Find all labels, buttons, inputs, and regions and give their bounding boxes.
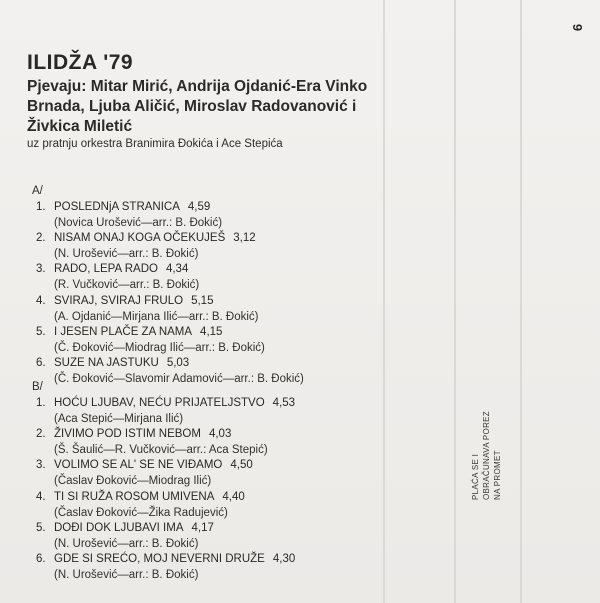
track-credits: (N. Urošević—arr.: B. Đokić): [54, 569, 199, 581]
track-credits: (Š. Šaulić—R. Vučković—arr.: Aca Stepić): [54, 444, 268, 457]
track-item: [36, 521, 381, 552]
track-credits: (N. Urošević—arr.: B. Đokić): [54, 537, 199, 550]
track-item: [36, 490, 381, 521]
track-item: [36, 458, 381, 489]
tax-note-line: NA PROMET: [493, 450, 502, 500]
track-item: [36, 200, 381, 231]
track-item: [36, 552, 381, 583]
tax-note: [470, 380, 503, 500]
track-duration: 4,03: [208, 428, 232, 441]
track-duration: 3,12: [233, 232, 256, 245]
track-duration: 4,34: [165, 263, 189, 276]
orchestra-credit: uz pratnju orkestra Branimira Đokića i Ace Stepića: [27, 138, 283, 150]
track-title-line: [36, 356, 381, 371]
album-title: ILIDŽA '79: [27, 51, 134, 74]
track-credits: (A. Ojdanić—Mirjana Ilić—arr.: B. Đokić): [54, 310, 259, 323]
track-title-line: [36, 552, 381, 567]
track-item: [36, 231, 381, 262]
track-title: SUZE NA JASTUKU: [54, 357, 159, 369]
track-number: 2.: [36, 232, 46, 245]
track-number: 2.: [36, 428, 46, 441]
track-number: 5.: [36, 521, 46, 534]
track-title: GDE SI SREĆO, MOJ NEVERNI DRUŽE: [54, 553, 265, 565]
track-title-line: [36, 521, 381, 536]
track-title-line: [36, 294, 381, 309]
track-credits: (Časlav Đoković—Žika Radujević): [54, 506, 228, 519]
track-item: [36, 356, 381, 387]
track-title-line: [36, 427, 381, 442]
track-duration: 4,40: [222, 490, 245, 503]
track-credits: (Č. Đoković—Slavomir Adamović—arr.: B. Đokić): [54, 373, 304, 385]
track-credits: (Aca Stepić—Mirjana Ilić): [54, 413, 184, 425]
track-title-line: [36, 325, 381, 340]
track-title-line: [36, 396, 381, 411]
track-title-line: [36, 262, 381, 277]
track-duration: 4,59: [187, 201, 211, 213]
track-item: [36, 396, 381, 427]
track-credits: (Časlav Đoković—Miodrag Ilić): [54, 475, 212, 488]
track-duration: 4,17: [191, 521, 214, 534]
track-duration: 4,50: [230, 459, 253, 472]
track-number: 6.: [36, 553, 46, 565]
track-title-line: [36, 200, 381, 215]
track-number: 4.: [36, 490, 46, 503]
track-number: 1.: [36, 201, 46, 213]
side-b-label: B/: [32, 381, 43, 393]
track-title: SVIRAJ, SVIRAJ FRULO: [54, 294, 184, 307]
tax-note-line: PLAĆA SE I: [471, 453, 480, 500]
track-duration: 4,53: [272, 397, 296, 409]
track-title: HOĆU LJUBAV, NEĆU PRIJATELJSTVO: [54, 397, 265, 409]
singers-credit: Pjevaju: Mitar Mirić, Andrija Ojdanić-Era Vinko Brnada, Ljuba Aličić, Miroslav Radovanović i Živkica Miletić: [27, 78, 368, 135]
track-title: VOLIMO SE AL' SE NE VIĐAMO: [54, 459, 223, 472]
track-number: 3.: [36, 263, 46, 276]
track-number: 5.: [36, 325, 46, 338]
track-duration: 4,30: [272, 553, 296, 565]
track-title-line: [36, 490, 381, 505]
track-duration: 4,15: [200, 325, 223, 338]
track-credits: (Novica Urošević—arr.: B. Đokić): [54, 217, 223, 229]
track-duration: 5,03: [166, 357, 190, 369]
track-number: 1.: [36, 397, 46, 409]
track-title-line: [36, 458, 381, 473]
fold-line: [454, 0, 456, 603]
track-credits: (Č. Đoković—Miodrag Ilić—arr.: B. Đokić): [54, 341, 265, 354]
track-item: [36, 325, 381, 356]
track-title: RADO, LEPA RADO: [54, 263, 158, 276]
track-duration: 5,15: [191, 294, 214, 307]
track-credits: (N. Urošević—arr.: B. Đokić): [54, 248, 199, 261]
track-item: [36, 294, 381, 325]
track-title: ŽIVIMO POD ISTIM NEBOM: [54, 428, 201, 441]
track-title: POSLEDNjA STRANICA: [54, 201, 180, 213]
track-title: NISAM ONAJ KOGA OČEKUJEŠ: [54, 232, 226, 245]
track-title: I JESEN PLAČE ZA NAMA: [54, 325, 193, 338]
track-title: TI SI RUŽA ROSOM UMIVENA: [54, 490, 215, 503]
track-number: 4.: [36, 294, 46, 307]
track-number: 3.: [36, 459, 46, 472]
track-credits: (R. Vučković—arr.: B. Đokić): [54, 279, 200, 292]
side-a-label: A/: [32, 185, 43, 197]
track-item: [36, 262, 381, 293]
tax-note-line: OBRAČUNAVA POREZ: [482, 411, 491, 500]
track-title: DOĐI DOK LJUBAVI IMA: [54, 521, 184, 534]
page-number: 9: [570, 23, 586, 32]
track-item: [36, 427, 381, 458]
fold-line: [383, 0, 385, 603]
fold-line: [520, 0, 522, 603]
track-number: 6.: [36, 357, 46, 369]
track-title-line: [36, 231, 381, 246]
